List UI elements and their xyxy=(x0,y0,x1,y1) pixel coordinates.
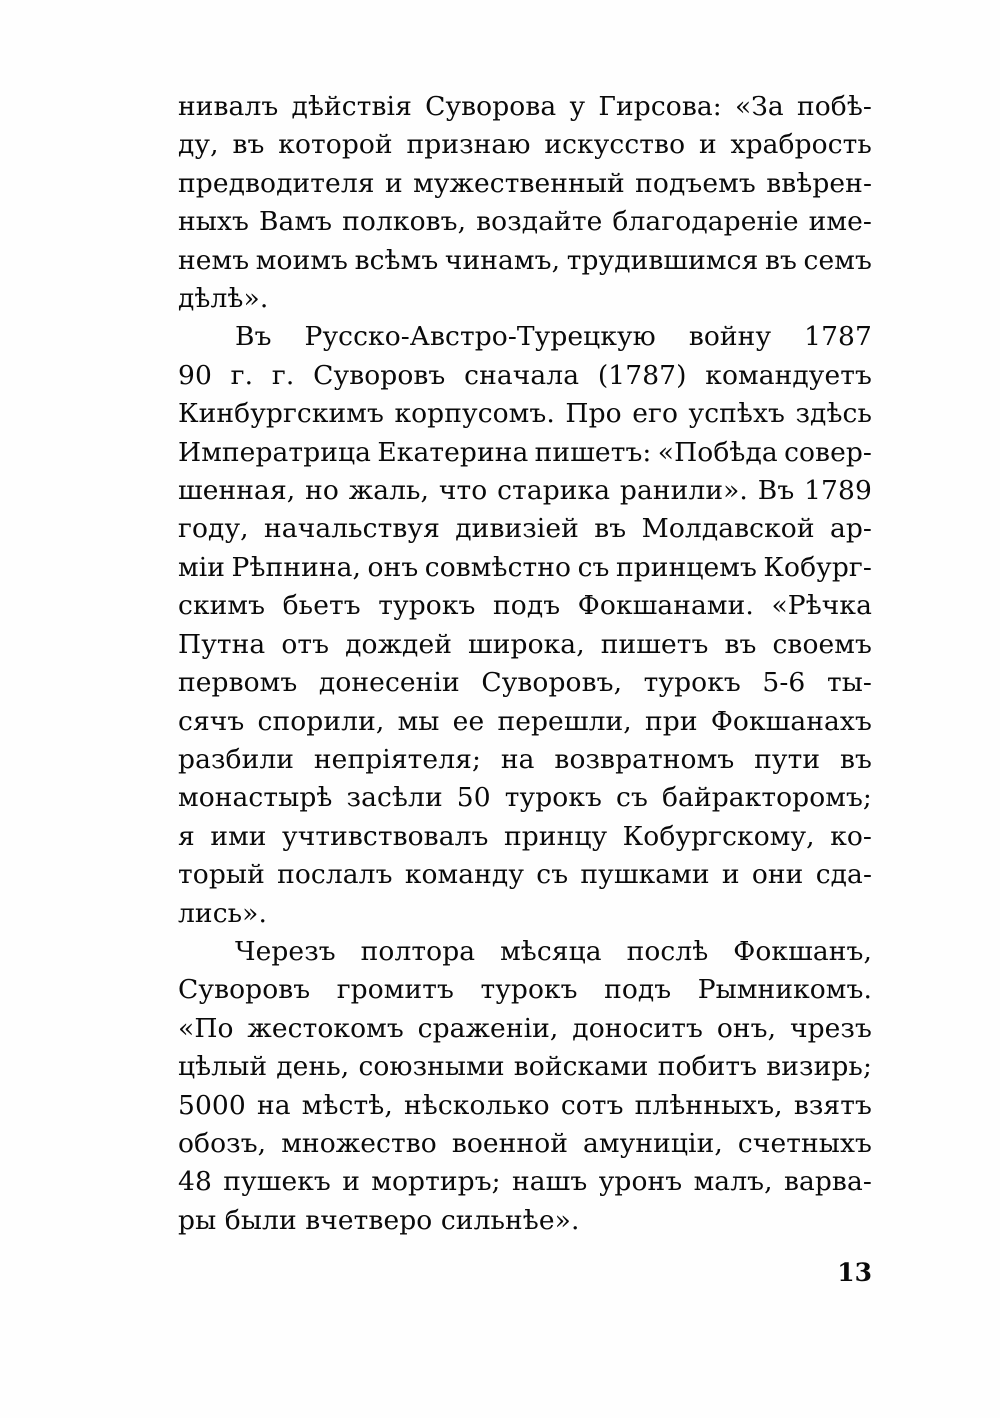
word: ар- xyxy=(829,513,872,545)
word: съ xyxy=(536,859,569,891)
word: Фокшанами. xyxy=(577,590,754,622)
page-number: 13 xyxy=(837,1258,872,1287)
word: подъемъ xyxy=(635,167,756,199)
text-line xyxy=(178,1087,872,1125)
text-line: ры были вчетверо сильнѣе». xyxy=(178,1204,580,1236)
word: въ xyxy=(840,743,872,775)
word: военной xyxy=(451,1127,569,1159)
text-line xyxy=(178,357,872,395)
word: громитъ xyxy=(336,974,454,1006)
word: Фокшанъ, xyxy=(733,935,872,967)
word: предводителя xyxy=(178,167,375,199)
word: пушекъ xyxy=(223,1166,331,1198)
word: Въ xyxy=(757,475,795,507)
word: Кинбургскимъ xyxy=(178,398,384,430)
word: перешли, xyxy=(497,705,632,737)
word: плѣнныхъ, xyxy=(634,1089,783,1121)
word: благодареніе xyxy=(612,206,799,238)
word: день, xyxy=(276,1051,350,1083)
word: сячъ xyxy=(178,705,245,737)
text-line xyxy=(178,971,872,1009)
paragraph xyxy=(178,933,872,1240)
word: 5000 xyxy=(178,1089,246,1121)
word: побитъ xyxy=(657,1051,758,1083)
word: 1789 xyxy=(804,475,872,507)
word: бьетъ xyxy=(282,590,361,622)
word: (1787) xyxy=(597,359,687,391)
word: «Побѣда xyxy=(657,436,778,468)
text-line xyxy=(178,779,872,817)
text-line xyxy=(178,1048,872,1086)
word: Гирсова: xyxy=(598,91,722,122)
word: онъ xyxy=(367,551,419,583)
word: подъ xyxy=(604,974,672,1006)
text-line xyxy=(178,472,872,510)
text-line xyxy=(178,1163,872,1201)
word: и xyxy=(384,167,403,199)
word: мортиръ; xyxy=(371,1166,501,1198)
word: послалъ xyxy=(277,859,393,891)
word: мы xyxy=(397,705,440,737)
word: турокъ xyxy=(378,590,476,622)
word: ее xyxy=(452,705,485,737)
word: Суворовъ, xyxy=(481,667,623,699)
word: мѣстѣ, xyxy=(301,1089,393,1121)
word: «Рѣчка xyxy=(771,590,872,622)
word: полтора xyxy=(360,935,476,967)
word: послѣ xyxy=(626,935,709,967)
word: мѣсяца xyxy=(500,935,602,967)
word: признаю xyxy=(406,129,531,161)
word: полковъ, xyxy=(342,206,467,238)
word: разбили xyxy=(178,743,295,775)
word: союзными xyxy=(358,1051,505,1083)
word: но xyxy=(305,475,339,507)
word: Черезъ xyxy=(235,935,336,967)
word: ввѣрен- xyxy=(766,167,872,199)
text-line xyxy=(178,703,872,741)
word: нашъ xyxy=(512,1166,588,1198)
word: командуетъ xyxy=(705,359,872,391)
word: сотъ xyxy=(560,1089,624,1121)
word: ду, xyxy=(178,129,219,161)
word: на xyxy=(500,743,535,775)
word: при xyxy=(645,705,698,737)
word: возвратномъ xyxy=(554,743,735,775)
word: сраженіи, xyxy=(417,1012,559,1044)
word: моимъ xyxy=(255,244,348,276)
word: успѣхъ xyxy=(688,398,785,430)
word: немъ xyxy=(178,244,250,276)
word: турокъ xyxy=(643,667,741,699)
word: 90 xyxy=(178,359,212,391)
word: мужественный xyxy=(413,167,625,199)
word: монастырѣ xyxy=(178,782,333,814)
word: воздайте xyxy=(476,206,603,238)
text-line xyxy=(178,856,872,894)
word: нѣсколько xyxy=(404,1089,550,1121)
word: чрезъ xyxy=(789,1012,872,1044)
word: варва- xyxy=(783,1166,872,1198)
word: на xyxy=(256,1089,291,1121)
word: амуниціи, xyxy=(583,1127,723,1159)
word: искусство xyxy=(544,129,686,161)
text-line xyxy=(178,741,872,779)
word: и xyxy=(342,1166,360,1198)
word: Русско-Австро-Турецкую xyxy=(304,321,656,353)
word: доноситъ xyxy=(572,1012,703,1044)
word: байракторомъ; xyxy=(661,782,872,814)
word: турокъ xyxy=(504,782,602,814)
word: широка, xyxy=(468,628,585,660)
word: пути xyxy=(754,743,821,775)
word: нивалъ xyxy=(178,91,279,122)
word: Молдавской xyxy=(641,513,815,545)
word: жаль, xyxy=(348,475,430,507)
word: донесеніи xyxy=(318,667,460,699)
word: дивизіей xyxy=(455,513,579,545)
word: въ xyxy=(724,628,757,660)
word: я xyxy=(178,820,195,852)
text-line xyxy=(178,549,872,587)
word: побѣ- xyxy=(796,91,872,122)
word: корпусомъ. xyxy=(394,398,555,430)
word: въ xyxy=(764,244,797,276)
word: онъ, xyxy=(716,1012,777,1044)
text-line xyxy=(178,165,872,203)
word: г. xyxy=(271,359,295,391)
paragraph xyxy=(178,88,872,318)
word: съ xyxy=(616,782,648,814)
word: Про xyxy=(565,398,622,430)
text-line xyxy=(178,126,872,164)
word: его xyxy=(632,398,679,430)
word: съ xyxy=(577,551,610,583)
word: дѣйствія xyxy=(291,91,412,122)
word: они xyxy=(751,859,804,891)
text-line xyxy=(178,510,872,548)
word: у xyxy=(569,91,586,122)
word: непріятеля; xyxy=(313,743,481,775)
word: Фокшанахъ xyxy=(710,705,872,737)
word: своемъ xyxy=(772,628,872,660)
word: счетныхъ xyxy=(737,1127,872,1159)
word: пишетъ: xyxy=(534,436,652,468)
word: ранили». xyxy=(619,475,748,507)
word: взятъ xyxy=(793,1089,872,1121)
word: міи xyxy=(178,551,226,583)
word: что xyxy=(438,475,488,507)
word: г. xyxy=(230,359,254,391)
word: ты- xyxy=(826,667,872,699)
text-line xyxy=(178,395,872,433)
word: первомъ xyxy=(178,667,298,699)
word: принцемъ xyxy=(615,551,757,583)
text-line xyxy=(178,1125,872,1163)
word: войсками xyxy=(513,1051,649,1083)
word: году, xyxy=(178,513,249,545)
word: учтивствовалъ xyxy=(282,820,489,852)
text-line xyxy=(178,318,872,356)
text-line xyxy=(178,203,872,241)
word: войну xyxy=(688,321,772,353)
word: которой xyxy=(278,129,393,161)
text-line xyxy=(178,587,872,625)
text-line xyxy=(178,88,872,126)
word: дождей xyxy=(345,628,453,660)
word: Путна xyxy=(178,628,266,660)
word: 50 xyxy=(456,782,491,814)
word: чинамъ, xyxy=(444,244,561,276)
word: уронъ xyxy=(598,1166,683,1198)
word: совер- xyxy=(784,436,872,468)
word: подъ xyxy=(493,590,561,622)
word: торый xyxy=(178,859,265,891)
word: спорили, xyxy=(257,705,385,737)
word: Кобург- xyxy=(763,551,872,583)
word: множество xyxy=(281,1127,437,1159)
word: «По xyxy=(178,1012,234,1044)
word: начальствуя xyxy=(264,513,440,545)
word: и xyxy=(721,859,740,891)
word: име- xyxy=(808,206,872,238)
word: Кобургскому, xyxy=(622,820,815,852)
word: Императрица xyxy=(178,436,372,468)
word: пушками xyxy=(580,859,710,891)
word: малъ, xyxy=(693,1166,773,1198)
text-line: лись». xyxy=(178,897,268,929)
word: старика xyxy=(497,475,611,507)
word: жестокомъ xyxy=(247,1012,404,1044)
word: Вамъ xyxy=(258,206,333,238)
word: и xyxy=(698,129,717,161)
word: турокъ xyxy=(480,974,578,1006)
word: семъ xyxy=(803,244,872,276)
word: храбрость xyxy=(730,129,872,161)
word: отъ xyxy=(281,628,330,660)
word: пишетъ xyxy=(600,628,709,660)
word: засѣли xyxy=(346,782,443,814)
word: ими xyxy=(210,820,267,852)
text-line xyxy=(178,664,872,702)
word: Суворовъ xyxy=(313,359,446,391)
word: визирь; xyxy=(766,1051,872,1083)
text-line xyxy=(178,1010,872,1048)
word: 48 xyxy=(178,1166,212,1198)
word: Екатерина xyxy=(377,436,529,468)
word: сначала xyxy=(464,359,580,391)
text-line xyxy=(178,626,872,664)
word: ныхъ xyxy=(178,206,249,238)
word: 5-6 xyxy=(762,667,806,699)
word: Рѣпнина, xyxy=(231,551,362,583)
text-line xyxy=(178,933,872,971)
word: принцу xyxy=(503,820,608,852)
word: обозъ, xyxy=(178,1127,267,1159)
word: «За xyxy=(734,91,784,122)
word: Въ xyxy=(235,321,272,353)
word: совмѣстно xyxy=(424,551,572,583)
text-line xyxy=(178,818,872,856)
word: Рымникомъ. xyxy=(697,974,872,1006)
text-line: дѣлѣ». xyxy=(178,283,269,315)
page-text-block xyxy=(178,88,872,1240)
paragraph xyxy=(178,318,872,933)
word: въ xyxy=(594,513,627,545)
word: сда- xyxy=(815,859,872,891)
word: цѣлый xyxy=(178,1051,268,1083)
word: Суворова xyxy=(425,91,557,122)
word: трудившимся xyxy=(566,244,759,276)
word: скимъ xyxy=(178,590,266,622)
word: команду xyxy=(404,859,525,891)
word: всѣмъ xyxy=(354,244,439,276)
word: Суворовъ xyxy=(178,974,311,1006)
text-line xyxy=(178,242,872,280)
word: шенная, xyxy=(178,475,296,507)
word: въ xyxy=(232,129,265,161)
text-line xyxy=(178,434,872,472)
word: 1787 xyxy=(804,321,872,353)
word: ко- xyxy=(830,820,872,852)
word: здѣсь xyxy=(795,398,872,430)
